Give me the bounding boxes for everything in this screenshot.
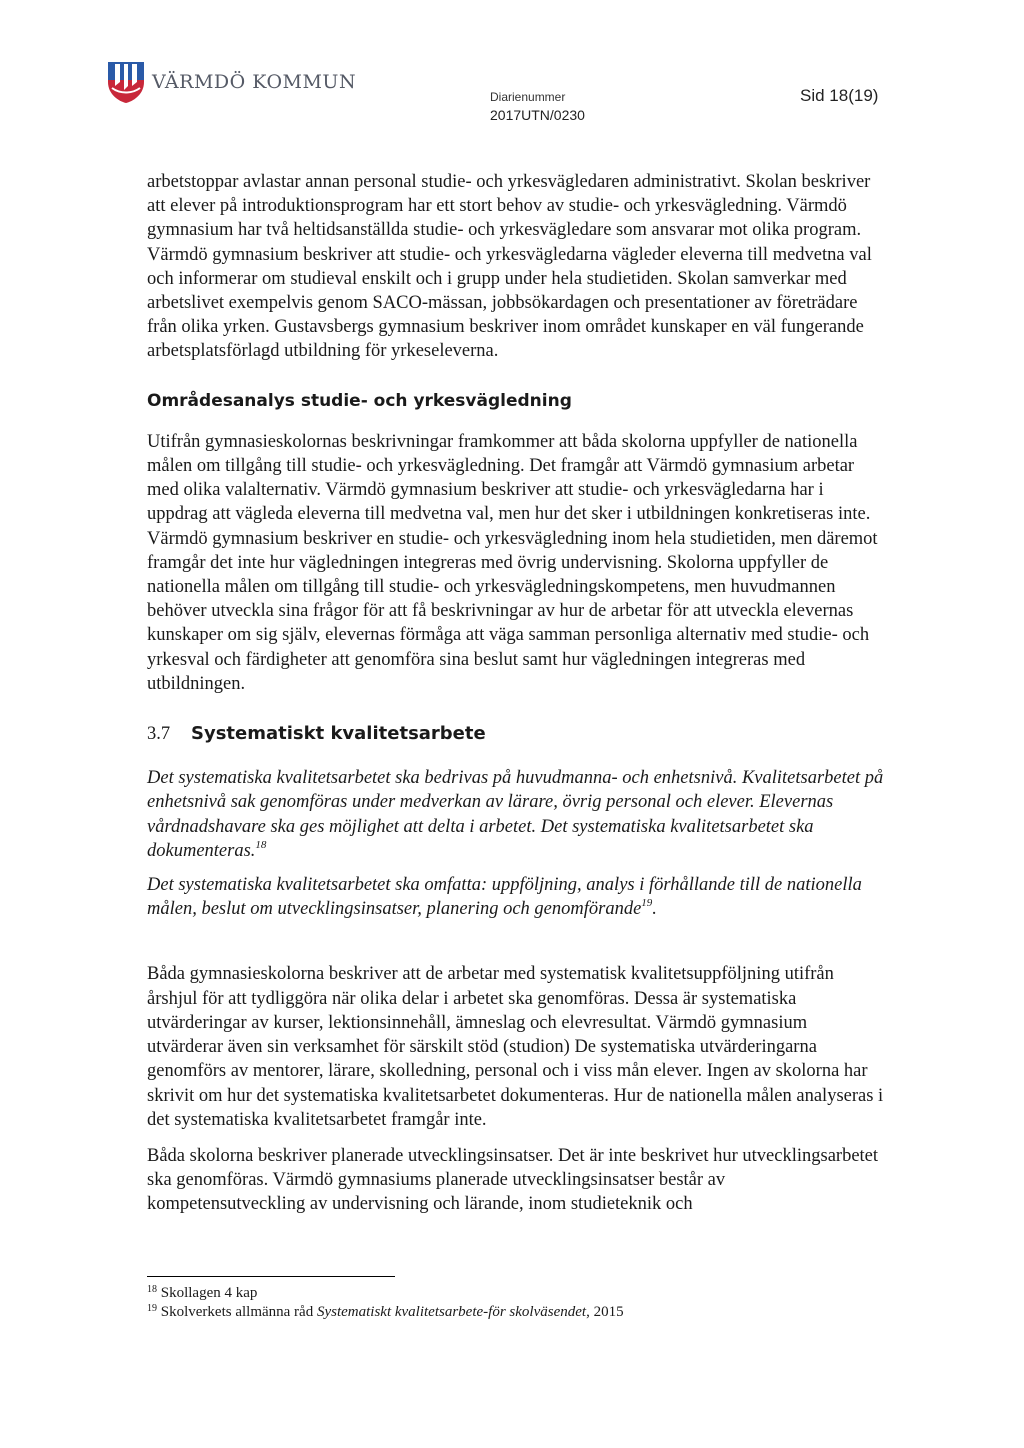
section-heading-3-7 <box>147 722 887 746</box>
footnote-ref-18[interactable]: 18 <box>255 838 267 851</box>
section-heading-omradesanalys: Områdesanalys studie- och yrkesvägledning <box>147 390 572 411</box>
paragraph-1: arbetstoppar avlastar annan personal studie- och yrkesvägledaren administrativt. Skolan beskriver att elever på introduktionsprogram har ett stort behov av studie- och yrkesvägledning. Värmdö gymnasium har två heltidsanställda studie- och yrkesvägledare som ansvarar mot olika program. Värmdö gymnasium beskriver att studie- och yrkesvägledarna vägleder eleverna till medvetna val och informerar om studieval enskilt och i grupp under hela studietiden. Skolan samverkar med arbetslivet exempelvis genom SACO-mässan, jobbsökardagen och presentationer av företrädare från olika yrken. Gustavsbergs gymnasium beskriver inom området kunskaper en väl fungerande arbetsplatsförlagd utbildning för yrkeseleverna. <box>147 172 872 362</box>
logo-text: VÄRMDÖ KOMMUN <box>152 71 357 93</box>
footnote-title: Systematiskt kvalitetsarbete-för skolväsendet <box>316 1304 587 1320</box>
footnote-19 <box>147 1303 624 1322</box>
footnote-number: 19 <box>147 1303 157 1314</box>
section-number: 3.7 <box>147 724 171 745</box>
footnote-number: 18 <box>147 1284 157 1295</box>
footnote-text: Skolverkets allmänna råd <box>160 1304 317 1320</box>
footnote-text: Skollagen 4 kap <box>160 1285 258 1301</box>
municipality-logo <box>106 60 356 104</box>
footnote-18 <box>147 1284 624 1303</box>
footnote-text-end: , 2015 <box>586 1304 624 1320</box>
footnote-ref-19[interactable]: 19 <box>641 897 653 910</box>
paragraph-2: Utifrån gymnasieskolornas beskrivningar framkommer att båda skolorna uppfyller de nationella målen om tillgång till studie- och yrkesvägledning. Det framgår att Värmdö gymnasium arbetar med olika valalternativ. Värmdö gymnasium beskriver att studie- och yrkesvägledarna har i uppdrag att vägleda eleverna till medvetna val, men hur det sker i utbildningen konkretiseras inte. Värmdö gymnasium beskriver en studie- och yrkesvägledning inom hela studietiden, men däremot framgår det inte hur vägledningen integreras med övrig undervisning. Skolorna uppfyller de nationella målen om tillgång till studie- och yrkesvägledningskompetens, men huvudmannen behöver utveckla sina frågor för att få beskrivningar av hur de arbetar för att utveckla elevernas kunskaper om sig själv, elevernas förmåga att väga samman personliga alternativ med studie- och yrkesval och färdigheter att genomföra sina beslut samt hur vägledningen integreras med utbildningen. <box>147 431 878 694</box>
diarie-number: 2017UTN/0230 <box>490 107 585 123</box>
page-number: Sid 18(19) <box>800 86 879 105</box>
section-title: Systematiskt kvalitetsarbete <box>191 723 486 745</box>
quote-2-text: Det systematiska kvalitetsarbetet ska omfatta: uppföljning, analys i förhållande till de nationella målen, beslut om utvecklingsinsatser, planering och genomförande <box>147 875 862 920</box>
quote-1 <box>147 766 887 863</box>
quote-1-text: Det systematiska kvalitetsarbetet ska bedrivas på huvudmanna- och enhetsnivå. Kvalitetsarbetet på enhetsnivå sak genomföras under medverkan av lärare, övrig personal och elever. Elevernas vårdnadshavare ska ges möjlighet att delta i arbetet. Det systematiska kvalitetsarbetet ska dokumenteras. <box>147 768 884 861</box>
document-body <box>147 170 887 1217</box>
quote-2 <box>147 873 887 921</box>
footnote-divider <box>147 1276 395 1277</box>
diarie-block <box>490 90 585 123</box>
footnotes <box>147 1284 624 1322</box>
paragraph-3: Båda gymnasieskolorna beskriver att de arbetar med systematisk kvalitetsuppföljning utifrån årshjul för att tydliggöra när olika delar i arbetet ska genomföras. Dessa är systematiska utvärderingar av kurser, lektionsinnehåll, ämneslag och elevresultat. Värmdö gymnasium utvärderar även sin verksamhet för särskilt stöd (studion) De systematiska utvärderingarna genomförs av mentorer, lärare, skolledning, personal och i viss mån elever. Ingen av skolorna har skrivit om hur det systematiska kvalitetsarbetet dokumenteras. Hur de nationella målen analyseras i det systematiska kvalitetsarbetet framgår inte. <box>147 964 884 1130</box>
quote-2-end: . <box>652 899 657 920</box>
paragraph-4: Båda skolorna beskriver planerade utvecklingsinsatser. Det är inte beskrivet hur utvecklingsarbetet ska genomföras. Värmdö gymnasiums planerade utvecklingsinsatser består av kompetensutveckling av undervisning och lärande, inom studieteknik och <box>147 1145 879 1215</box>
diarie-label: Diarienummer <box>490 90 566 104</box>
coat-of-arms-icon <box>106 60 146 104</box>
